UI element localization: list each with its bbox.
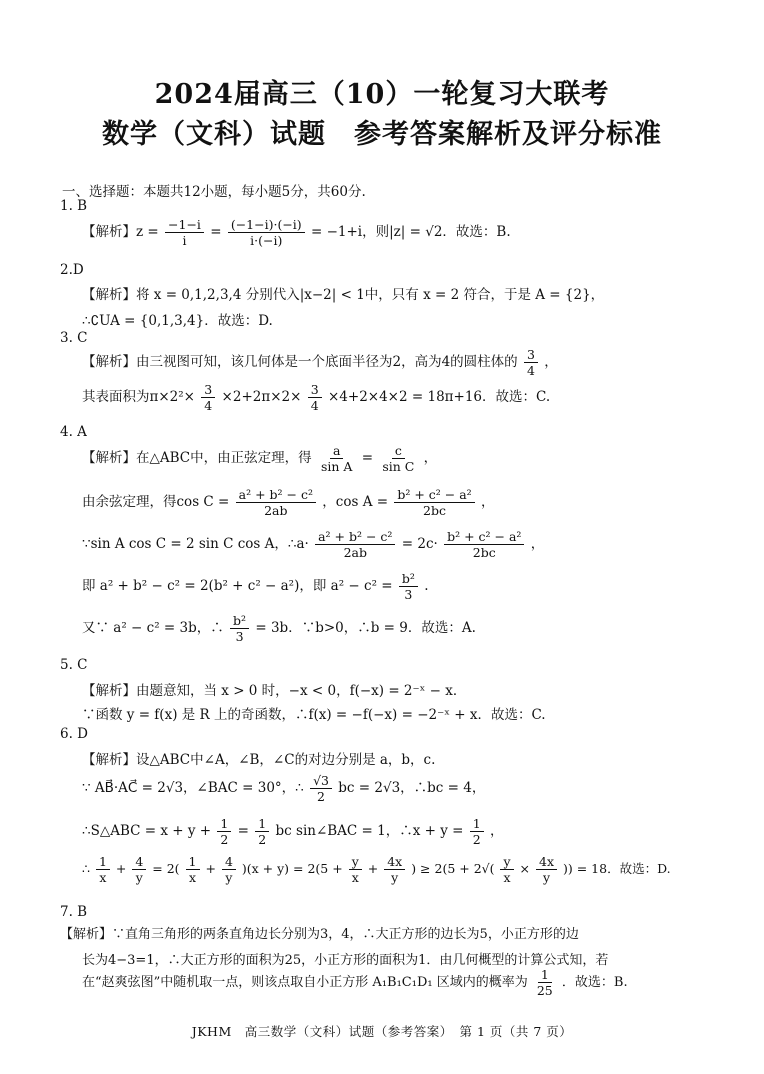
- q5-solution-line-2: ∵函数 y = f(x) 是 R 上的奇函数，∴f(x) = −f(−x) = −2⁻ˣ + x．故选：C.: [82, 707, 546, 723]
- fraction: $\frac{4}{y}$: [222, 855, 236, 884]
- q4-solution-line-5: 又∵ a² − c² = 3b，∴ $\frac{\text{b²}}{3}$ = 3b．∵b>0，∴b = 9．故选：A.: [82, 613, 476, 645]
- fraction: $\frac{(-1-i)\cdot(-i)}{i\cdot(-i)}$: [228, 218, 305, 247]
- fraction: $\frac{3}{4}$: [201, 383, 215, 412]
- fraction: $\frac{3}{4}$: [524, 348, 538, 377]
- q7-solution-line-1: 【解析】∵直角三角形的两条直角边长分别为3，4，∴大正方形的边长为5，小正方形的边: [60, 927, 579, 942]
- fraction: $\frac{4x}{y}$: [536, 855, 557, 884]
- q2-solution-line-2: ∴∁UA = {0,1,3,4}．故选：D.: [82, 313, 273, 329]
- q4-solution-line-1: 【解析】在△ABC中，由正弦定理，得 $\frac{a}{\text{sin A}}$ = $\frac{c}{\text{sin C}}$ ，: [82, 443, 438, 475]
- q1-solution: 【解析】z = $\frac{-1-i}{i}$ = $\frac{(-1-i)\cdot(-i)}{i\cdot(-i)}$ = −1+i，则|z| = √2．故选：B.: [82, 217, 511, 249]
- fraction: $\frac{4x}{y}$: [384, 855, 405, 884]
- q7-solution-line-2: 长为4−3=1，∴大正方形的面积为25，小正方形的面积为1．由几何概型的计算公式知，若: [82, 953, 609, 968]
- fraction: $\frac{4}{y}$: [132, 855, 146, 884]
- fraction: $\frac{a}{\text{sin A}}$: [320, 443, 353, 475]
- q3-solution-line-1: 【解析】由三视图可知，该几何体是一个底面半径为2，高为4的圆柱体的 $\frac{3}{4}$ ，: [82, 347, 558, 379]
- q5-label: 5. C: [60, 657, 88, 673]
- fraction: $\frac{1}{25}$: [536, 967, 553, 999]
- q4-label: 4. A: [60, 424, 87, 440]
- q4-solution-line-4: 即 a² + b² − c² = 2(b² + c² − a²)，即 a² − c² = $\frac{\text{b²}}{3}$ .: [82, 571, 429, 603]
- fraction: $\frac{3}{4}$: [308, 383, 322, 412]
- q1-label: 1. B: [60, 198, 88, 214]
- fraction: $\frac{1}{2}$: [470, 817, 484, 846]
- fraction: $\frac{c}{\text{sin C}}$: [382, 443, 415, 475]
- fraction: $\frac{1}{x}$: [96, 855, 110, 884]
- fraction: $\frac{y}{x}$: [349, 855, 362, 884]
- fraction: $\frac{\text{b² + c² − a²}}{2bc}$: [444, 530, 524, 559]
- fraction: $\frac{1}{2}$: [255, 817, 269, 846]
- q2-solution-line-1: 【解析】将 x = 0,1,2,3,4 分别代入|x−2| < 1中，只有 x = 2 符合，于是 A = {2}，: [82, 287, 605, 303]
- fraction: $\frac{-1-i}{i}$: [165, 218, 204, 247]
- fraction: $\frac{√3}{2}$: [310, 774, 332, 803]
- q6-label: 6. D: [60, 726, 88, 742]
- q3-solution-line-2: 其表面积为π×2²× $\frac{3}{4}$ ×2+2π×2× $\frac{3}{4}$ ×4+2×4×2 = 18π+16．故选：C.: [82, 382, 551, 414]
- q4-solution-line-3: ∵sin A cos C = 2 sin C cos A，∴a· $\frac{\text{a² + b² − c²}}{2ab}$ = 2c· $\frac{\text{b² + c² − a²}}{2bc}$ ，: [82, 529, 545, 561]
- title-line-1: 2024届高三（10）一轮复习大联考: [154, 79, 610, 110]
- section-heading: 一、选择题：本题共12小题，每小题5分，共60分.: [62, 184, 366, 200]
- fraction: $\frac{\text{a² + b² − c²}}{2ab}$: [315, 530, 395, 559]
- fraction: $\frac{\text{b² + c² − a²}}{2bc}$: [394, 488, 474, 517]
- fraction: $\frac{y}{x}$: [500, 855, 513, 884]
- fraction: $\frac{\text{a² + b² − c²}}{2ab}$: [236, 488, 316, 517]
- q6-solution-line-4: ∴ $\frac{1}{x}$ + $\frac{4}{y}$ = 2( $\frac{1}{x}$ + $\frac{4}{y}$ )(x + y) = 2(5 + $\frac{y}{x}$ + $\frac{4x}{y}$ ) ≥ 2(5 + 2√( $\frac{y}{x}$ × $\frac{4x}{y}$ )) = 18．故选：D.: [82, 854, 671, 886]
- q6-solution-line-1: 【解析】设△ABC中∠A，∠B，∠C的对边分别是 a，b，c.: [82, 752, 436, 768]
- q6-solution-line-3: ∴S△ABC = x + y + $\frac{1}{2}$ = $\frac{1}{2}$ bc sin∠BAC = 1，∴x + y = $\frac{1}{2}$ ，: [82, 816, 504, 848]
- page-footer: JKHM 高三数学（文科）试题（参考答案） 第 1 页（共 7 页）: [191, 1024, 573, 1039]
- fraction: $\frac{1}{x}$: [186, 855, 200, 884]
- q5-solution-line-1: 【解析】由题意知，当 x > 0 时，−x < 0，f(−x) = 2⁻ˣ − x．: [82, 683, 467, 699]
- fraction: $\frac{1}{2}$: [217, 817, 231, 846]
- q4-solution-line-2: 由余弦定理，得cos C = $\frac{\text{a² + b² − c²}}{2ab}$ ，cos A = $\frac{\text{b² + c² − a²}}{2bc}$ ，: [82, 487, 495, 519]
- fraction: $\frac{\text{b²}}{3}$: [399, 572, 418, 601]
- q7-solution-line-3: 在“赵爽弦图”中随机取一点，则该点取自小正方形 A₁B₁C₁D₁ 区域内的概率为 $\frac{1}{25}$ ．故选：B.: [82, 967, 628, 999]
- q6-solution-line-2: ∵ AB⃗·AC⃗ = 2√3，∠BAC = 30°，∴ $\frac{√3}{2}$ bc = 2√3，∴bc = 4，: [82, 773, 486, 805]
- title-line-2: 数学（文科）试题 参考答案解析及评分标准: [102, 119, 662, 150]
- q2-label: 2.D: [60, 262, 84, 278]
- q7-label: 7. B: [60, 904, 88, 920]
- fraction: $\frac{\text{b²}}{3}$: [230, 614, 249, 643]
- q3-label: 3. C: [60, 330, 88, 346]
